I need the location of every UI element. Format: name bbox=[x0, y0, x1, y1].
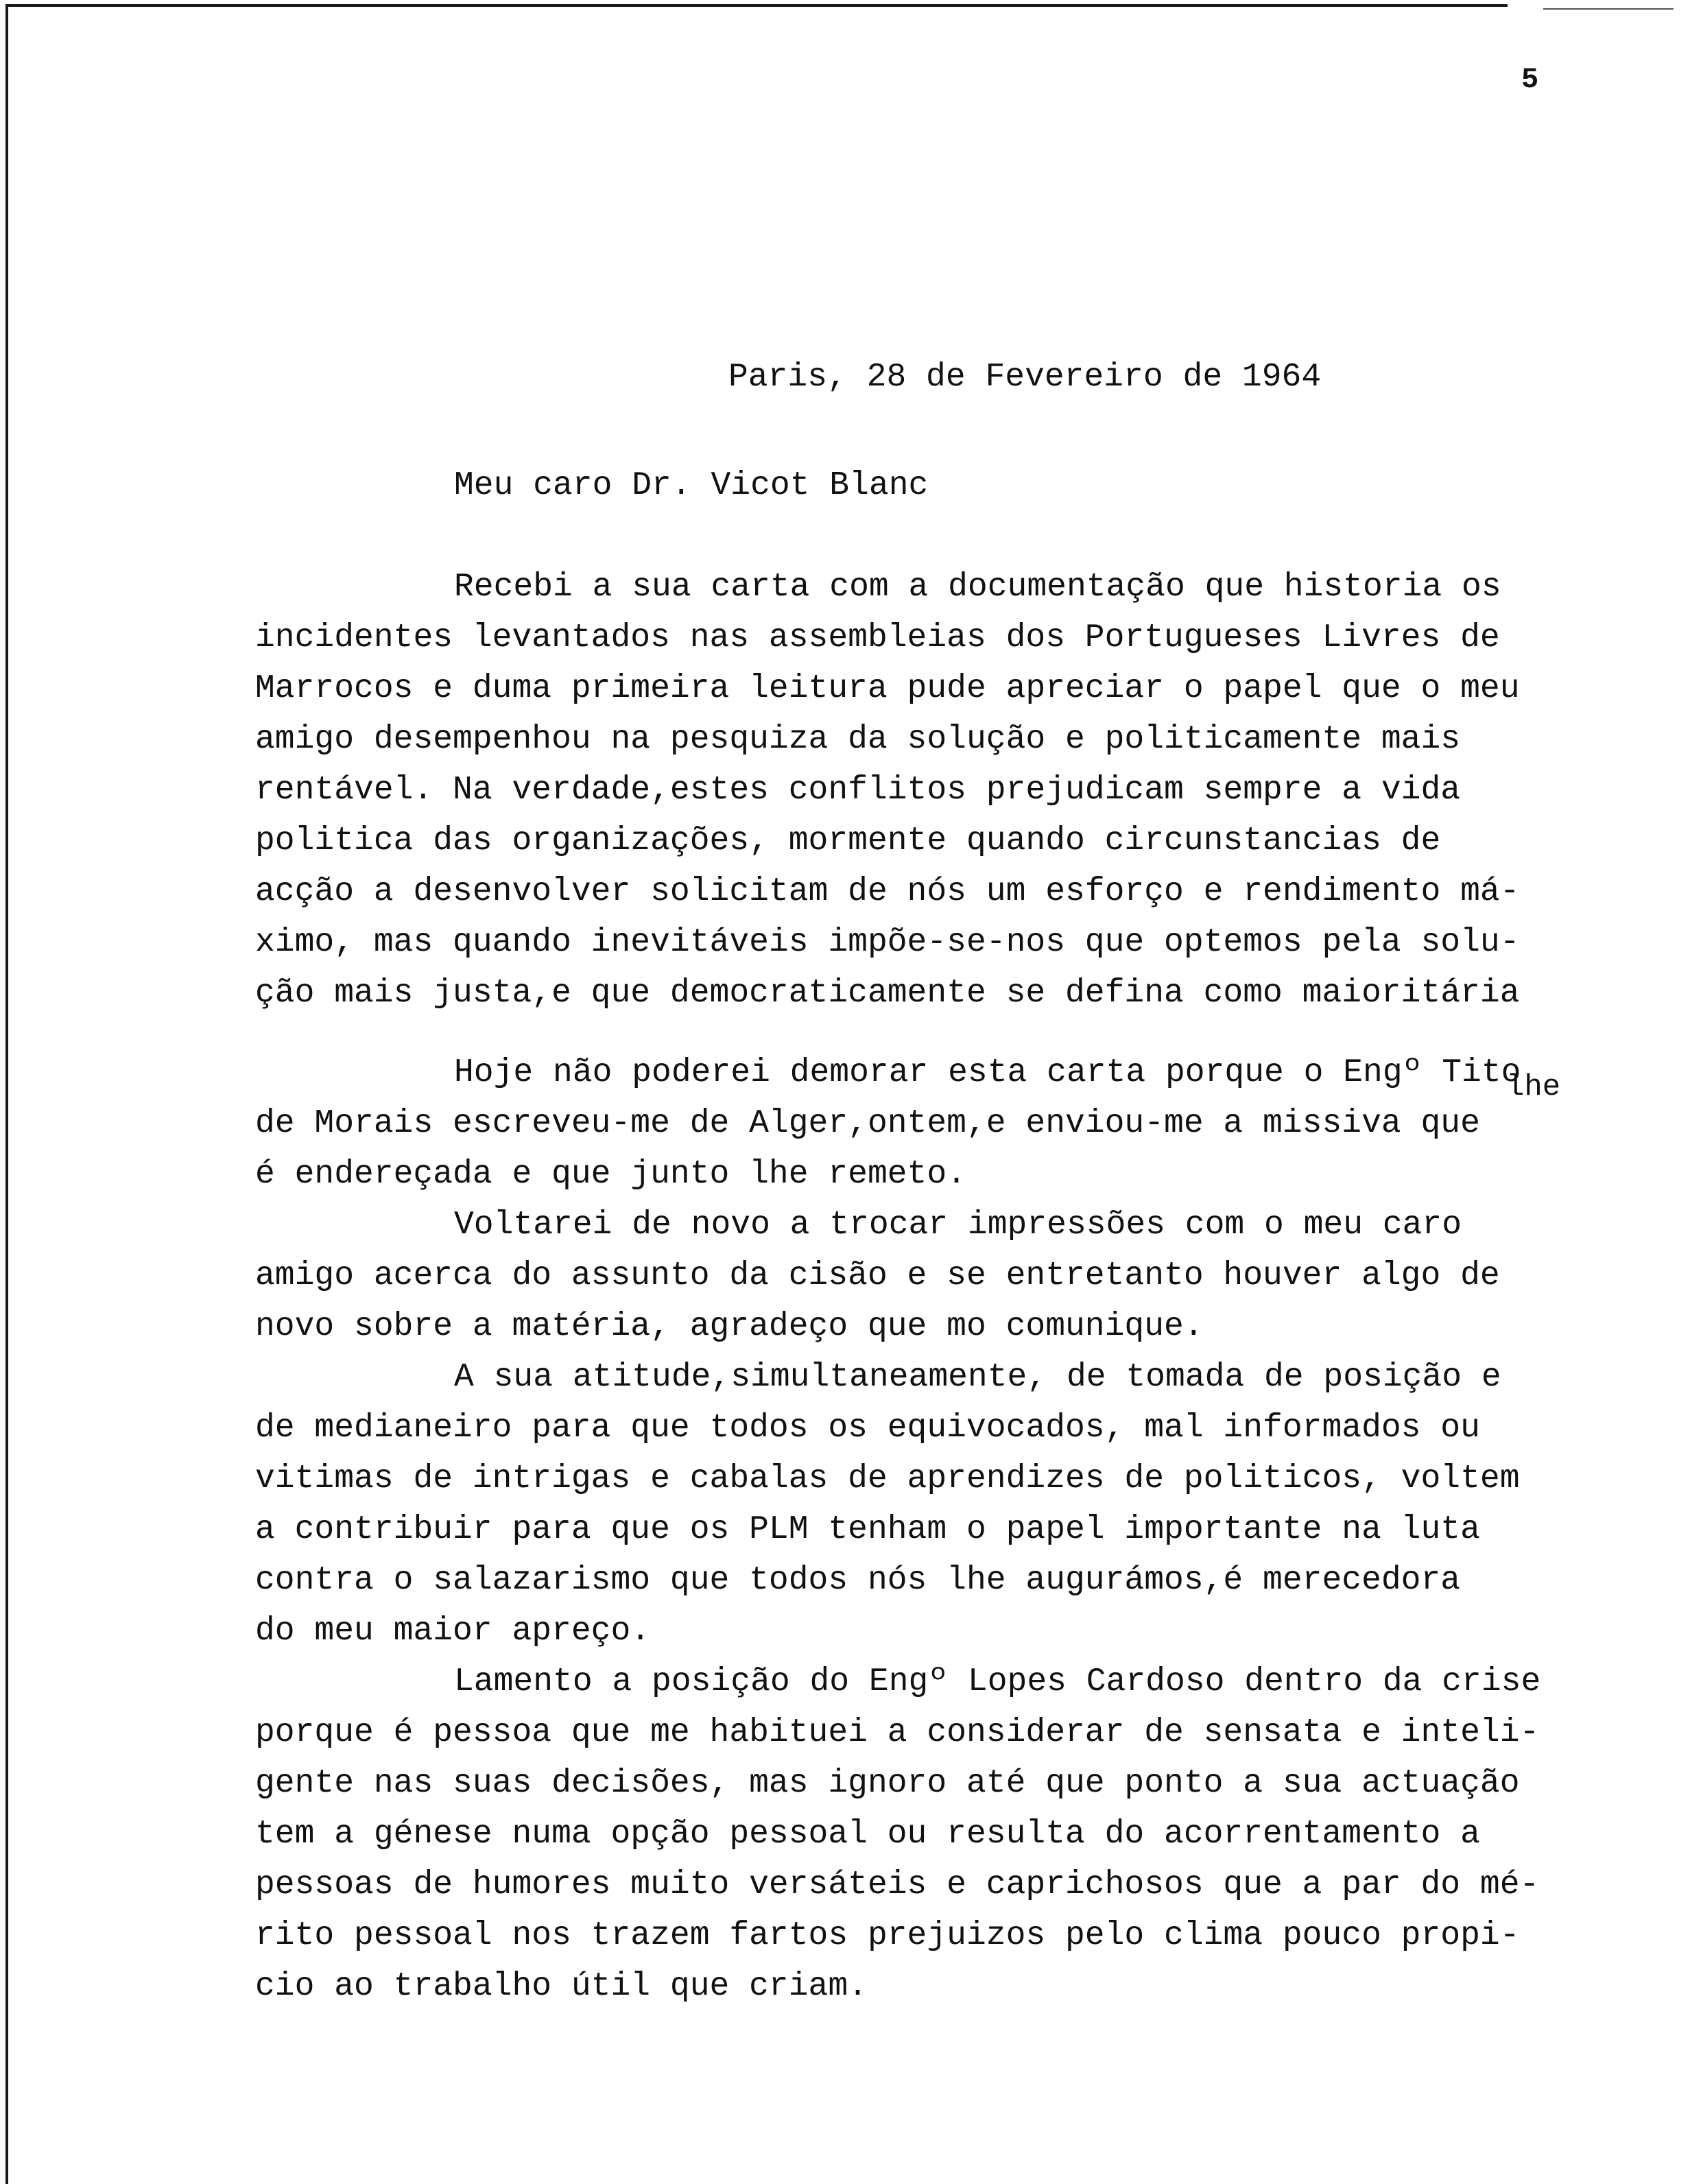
body-line: Lamento a posição do Engº Lopes Cardoso dentro da crise bbox=[454, 1663, 1541, 1700]
interlinear-insertion: lhe bbox=[1506, 1070, 1561, 1104]
body-line: acção a desenvolver solicitam de nós um esforço e rendimento má- bbox=[255, 873, 1520, 910]
body-line: Recebi a sua carta com a documentação que historia os bbox=[454, 569, 1501, 606]
page-number: 5 bbox=[1521, 63, 1539, 96]
body-line: contra o salazarismo que todos nós lhe augurámos,é merecedora bbox=[255, 1562, 1461, 1599]
body-line: gente nas suas decisões, mas ignoro até que ponto a sua actuação bbox=[255, 1765, 1520, 1802]
body-line: do meu maior apreço. bbox=[255, 1613, 651, 1650]
body-line: Marrocos e duma primeira leitura pude apreciar o papel que o meu bbox=[255, 670, 1520, 707]
body-line: incidentes levantados nas assembleias dos Portugueses Livres de bbox=[255, 619, 1500, 656]
page-border-top-right bbox=[1543, 8, 1674, 10]
body-line: vitimas de intrigas e cabalas de aprendizes de politicos, voltem bbox=[255, 1460, 1520, 1497]
body-line: ximo, mas quando inevitáveis impõe-se-nos que optemos pela solu- bbox=[255, 924, 1520, 961]
body-line: amigo acerca do assunto da cisão e se entretanto houver algo de bbox=[255, 1257, 1500, 1294]
body-line: pessoas de humores muito versáteis e caprichosos que a par do mé- bbox=[255, 1866, 1540, 1903]
body-line: rentável. Na verdade,estes conflitos prejudicam sempre a vida bbox=[255, 772, 1461, 809]
body-line: a contribuir para que os PLM tenham o papel importante na luta bbox=[255, 1511, 1480, 1548]
body-line: Voltarei de novo a trocar impressões com o meu caro bbox=[454, 1207, 1462, 1244]
body-line: Hoje não poderei demorar esta carta porque o Engº Tito bbox=[454, 1054, 1521, 1091]
body-line: politica das organizações, mormente quando circunstancias de bbox=[255, 822, 1441, 859]
body-line: amigo desempenhou na pesquiza da solução e politicamente mais bbox=[255, 721, 1461, 758]
salutation: Meu caro Dr. Vicot Blanc bbox=[454, 467, 929, 504]
page-border-top bbox=[5, 4, 1508, 7]
page-border-left bbox=[5, 4, 8, 2184]
body-line: de medianeiro para que todos os equivocados, mal informados ou bbox=[255, 1410, 1480, 1447]
body-line: tem a génese numa opção pessoal ou resulta do acorrentamento a bbox=[255, 1816, 1480, 1853]
body-line: A sua atitude,simultaneamente, de tomada de posição e bbox=[454, 1359, 1501, 1396]
body-line: cio ao trabalho útil que criam. bbox=[255, 1968, 868, 2005]
body-line: de Morais escreveu-me de Alger,ontem,e enviou-me a missiva que bbox=[255, 1105, 1480, 1142]
body-line: porque é pessoa que me habituei a considerar de sensata e inteli- bbox=[255, 1714, 1540, 1751]
date-line: Paris, 28 de Fevereiro de 1964 bbox=[728, 359, 1322, 396]
body-line: ção mais justa,e que democraticamente se defina como maioritária bbox=[255, 975, 1520, 1012]
body-line: rito pessoal nos trazem fartos prejuizos pelo clima pouco propi- bbox=[255, 1917, 1520, 1954]
body-line: novo sobre a matéria, agradeço que mo comunique. bbox=[255, 1308, 1204, 1345]
body-line: é endereçada e que junto lhe remeto. bbox=[255, 1156, 966, 1193]
